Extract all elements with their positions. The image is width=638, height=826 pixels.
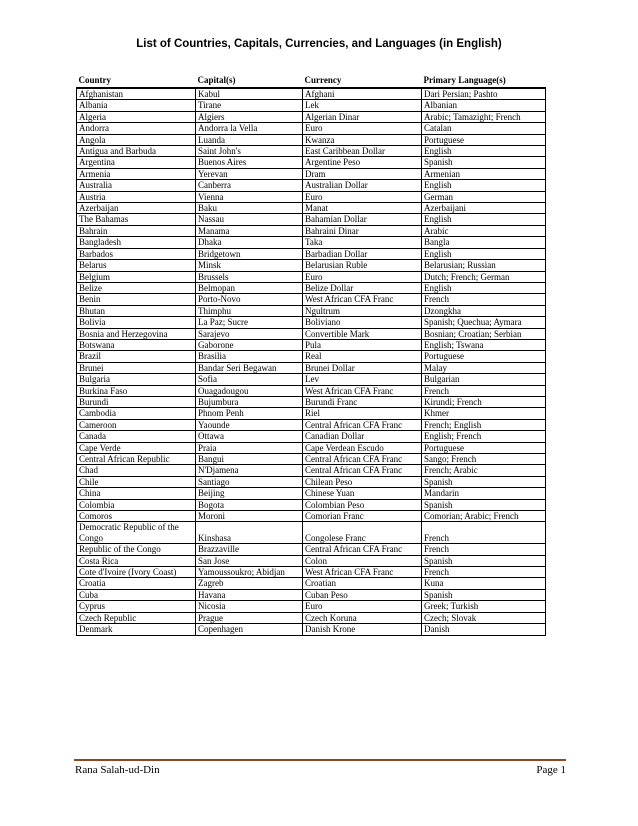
table-body [77, 88, 546, 635]
cell-capital: Yaounde [196, 419, 303, 430]
cell-currency: Central African CFA Franc [303, 465, 422, 476]
cell-capital: Brasilia [196, 351, 303, 362]
cell-currency: Colon [303, 555, 422, 566]
cell-country: Cambodia [77, 408, 196, 419]
cell-language: Mandarin [422, 488, 546, 499]
cell-language: Portuguese [422, 134, 546, 145]
cell-currency: Manat [303, 203, 422, 214]
cell-country: Belize [77, 282, 196, 293]
cell-language: Arabic [422, 225, 546, 236]
cell-language: English [422, 214, 546, 225]
cell-currency: Euro [303, 123, 422, 134]
cell-capital: Thimphu [196, 305, 303, 316]
table-row [77, 499, 546, 510]
cell-capital: Vienna [196, 191, 303, 202]
cell-language: Comorian; Arabic; French [422, 511, 546, 522]
cell-country: Bosnia and Herzegovina [77, 328, 196, 339]
cell-language: Sango; French [422, 454, 546, 465]
cell-currency: Bahamian Dollar [303, 214, 422, 225]
cell-capital: Bandar Seri Begawan [196, 362, 303, 373]
table-row [77, 203, 546, 214]
cell-currency: Euro [303, 601, 422, 612]
cell-capital: Tirane [196, 100, 303, 111]
countries-table [76, 73, 546, 636]
table-row [77, 328, 546, 339]
table-row [77, 134, 546, 145]
cell-capital: Belmopan [196, 282, 303, 293]
cell-currency: Central African CFA Franc [303, 419, 422, 430]
table-row [77, 488, 546, 499]
cell-currency: Euro [303, 191, 422, 202]
cell-currency: Cape Verdean Escudo [303, 442, 422, 453]
cell-language: English [422, 282, 546, 293]
cell-country: Cote d'Ivoire (Ivory Coast) [77, 567, 196, 578]
table-row [77, 362, 546, 373]
cell-country: Bangladesh [77, 237, 196, 248]
cell-capital: Ouagadougou [196, 385, 303, 396]
cell-capital: N'Djamena [196, 465, 303, 476]
cell-currency: Afghani [303, 88, 422, 100]
cell-country: Cape Verde [77, 442, 196, 453]
cell-currency: Central African CFA Franc [303, 454, 422, 465]
header-country: Country [78, 75, 112, 85]
table-row [77, 339, 546, 350]
cell-capital: Kabul [196, 88, 303, 100]
cell-country: Armenia [77, 168, 196, 179]
table-row [77, 100, 546, 111]
cell-language: Catalan [422, 123, 546, 134]
table-row [77, 305, 546, 316]
header-capital: Capital(s) [197, 75, 236, 85]
cell-country: Barbados [77, 248, 196, 259]
table-row [77, 260, 546, 271]
cell-country: Belgium [77, 271, 196, 282]
cell-currency: Argentine Peso [303, 157, 422, 168]
cell-country: Canada [77, 431, 196, 442]
cell-capital: Sofia [196, 374, 303, 385]
table-row [77, 237, 546, 248]
header-currency: Currency [304, 75, 342, 85]
page-title: List of Countries, Capitals, Currencies, and Languages (in English) [136, 38, 502, 50]
table-row [77, 465, 546, 476]
table-row [77, 317, 546, 328]
cell-country: Democratic Republic of the Congo [77, 522, 196, 544]
cell-language: English; Tswana [422, 339, 546, 350]
footer-page-number: Page 1 [536, 764, 566, 776]
cell-language: Spanish; Quechua; Aymara [422, 317, 546, 328]
table-row [77, 248, 546, 259]
cell-country: Burundi [77, 396, 196, 407]
cell-language: Kuna [422, 578, 546, 589]
cell-country: Central African Republic [77, 454, 196, 465]
table-row [77, 442, 546, 453]
cell-capital: Phnom Penh [196, 408, 303, 419]
table-row [77, 88, 546, 100]
cell-capital: Baku [196, 203, 303, 214]
cell-country: Czech Republic [77, 612, 196, 623]
table-row [77, 225, 546, 236]
table-row [77, 191, 546, 202]
cell-currency: Lek [303, 100, 422, 111]
cell-country: Comoros [77, 511, 196, 522]
cell-language: French; English [422, 419, 546, 430]
table-row [77, 180, 546, 191]
cell-capital: Minsk [196, 260, 303, 271]
cell-capital: Buenos Aires [196, 157, 303, 168]
table-row [77, 168, 546, 179]
cell-country: Antigua and Barbuda [77, 146, 196, 157]
cell-currency: Danish Krone [303, 624, 422, 635]
table-row [77, 544, 546, 555]
cell-capital: Gaborone [196, 339, 303, 350]
cell-language: Spanish [422, 555, 546, 566]
cell-capital: Prague [196, 612, 303, 623]
cell-capital: Beijing [196, 488, 303, 499]
table-row [77, 408, 546, 419]
cell-capital: Canberra [196, 180, 303, 191]
table-row [77, 454, 546, 465]
cell-country: Afghanistan [77, 88, 196, 100]
cell-capital: Bujumbura [196, 396, 303, 407]
cell-currency: Euro [303, 271, 422, 282]
cell-language: Spanish [422, 476, 546, 487]
cell-currency: Chinese Yuan [303, 488, 422, 499]
table-row [77, 214, 546, 225]
cell-capital: Kinshasa [196, 522, 303, 544]
cell-currency: Brunei Dollar [303, 362, 422, 373]
cell-language: Dutch; French; German [422, 271, 546, 282]
table-row [77, 351, 546, 362]
cell-currency: Lev [303, 374, 422, 385]
cell-language: Czech; Slovak [422, 612, 546, 623]
cell-country: Brazil [77, 351, 196, 362]
cell-language: Bulgarian [422, 374, 546, 385]
cell-currency: Cuban Peso [303, 589, 422, 600]
cell-language: German [422, 191, 546, 202]
cell-currency: Burundi Franc [303, 396, 422, 407]
cell-currency: Barbadian Dollar [303, 248, 422, 259]
header-language: Primary Language(s) [423, 75, 506, 85]
cell-country: Costa Rica [77, 555, 196, 566]
cell-country: Chile [77, 476, 196, 487]
cell-capital: Saint John's [196, 146, 303, 157]
cell-language: French; Arabic [422, 465, 546, 476]
table-row [77, 511, 546, 522]
cell-country: Denmark [77, 624, 196, 635]
cell-currency: West African CFA Franc [303, 294, 422, 305]
cell-currency: Central African CFA Franc [303, 544, 422, 555]
footer-author: Rana Salah-ud-Din [75, 764, 160, 776]
cell-country: Austria [77, 191, 196, 202]
footer-divider [74, 759, 566, 761]
table-row [77, 146, 546, 157]
table-row [77, 396, 546, 407]
cell-capital: Nassau [196, 214, 303, 225]
cell-capital: Copenhagen [196, 624, 303, 635]
cell-country: Colombia [77, 499, 196, 510]
cell-language: English [422, 180, 546, 191]
cell-capital: Bogota [196, 499, 303, 510]
table-row [77, 431, 546, 442]
cell-language: Khmer [422, 408, 546, 419]
cell-language: English [422, 248, 546, 259]
cell-language: Albanian [422, 100, 546, 111]
cell-currency: West African CFA Franc [303, 385, 422, 396]
countries-table-container [76, 73, 545, 636]
cell-country: Argentina [77, 157, 196, 168]
cell-capital: Havana [196, 589, 303, 600]
cell-currency: Congolese Franc [303, 522, 422, 544]
cell-country: Republic of the Congo [77, 544, 196, 555]
cell-currency: Taka [303, 237, 422, 248]
cell-language: Danish [422, 624, 546, 635]
cell-currency: Australian Dollar [303, 180, 422, 191]
cell-capital: Zagreb [196, 578, 303, 589]
cell-language: Dari Persian; Pashto [422, 88, 546, 100]
cell-capital: San Jose [196, 555, 303, 566]
cell-language: French [422, 544, 546, 555]
cell-language: Dzongkha [422, 305, 546, 316]
cell-capital: Porto-Novo [196, 294, 303, 305]
table-row [77, 271, 546, 282]
cell-capital: Algiers [196, 111, 303, 122]
cell-country: China [77, 488, 196, 499]
cell-capital: Yerevan [196, 168, 303, 179]
cell-language: Spanish [422, 499, 546, 510]
cell-language: French [422, 567, 546, 578]
cell-capital: Moroni [196, 511, 303, 522]
cell-capital: La Paz; Sucre [196, 317, 303, 328]
cell-country: Cameroon [77, 419, 196, 430]
cell-country: Bulgaria [77, 374, 196, 385]
cell-currency: Riel [303, 408, 422, 419]
table-row [77, 522, 546, 544]
cell-currency: Ngultrum [303, 305, 422, 316]
cell-language: Bangla [422, 237, 546, 248]
cell-currency: Real [303, 351, 422, 362]
table-header-row [77, 73, 546, 88]
cell-country: Cyprus [77, 601, 196, 612]
cell-language: English; French [422, 431, 546, 442]
cell-capital: Santiago [196, 476, 303, 487]
table-row [77, 612, 546, 623]
cell-country: Chad [77, 465, 196, 476]
cell-language: Azerbaijani [422, 203, 546, 214]
table-row [77, 294, 546, 305]
table-row [77, 567, 546, 578]
table-row [77, 589, 546, 600]
cell-country: Croatia [77, 578, 196, 589]
cell-capital: Nicosia [196, 601, 303, 612]
cell-country: The Bahamas [77, 214, 196, 225]
cell-country: Brunei [77, 362, 196, 373]
table-row [77, 578, 546, 589]
table-row [77, 111, 546, 122]
cell-currency: Czech Koruna [303, 612, 422, 623]
cell-capital: Bangui [196, 454, 303, 465]
cell-capital: Luanda [196, 134, 303, 145]
table-row [77, 374, 546, 385]
cell-currency: Comorian Franc [303, 511, 422, 522]
table-row [77, 282, 546, 293]
cell-country: Benin [77, 294, 196, 305]
cell-currency: Convertible Mark [303, 328, 422, 339]
cell-currency: Croatian [303, 578, 422, 589]
table-row [77, 385, 546, 396]
cell-language: Kirundi; French [422, 396, 546, 407]
cell-language: Bosnian; Croatian; Serbian [422, 328, 546, 339]
cell-currency: Dram [303, 168, 422, 179]
cell-capital: Bridgetown [196, 248, 303, 259]
cell-country: Botswana [77, 339, 196, 350]
cell-capital: Ottawa [196, 431, 303, 442]
cell-capital: Brussels [196, 271, 303, 282]
cell-currency: Canadian Dollar [303, 431, 422, 442]
cell-currency: West African CFA Franc [303, 567, 422, 578]
cell-currency: Pula [303, 339, 422, 350]
cell-currency: Bahraini Dinar [303, 225, 422, 236]
cell-capital: Manama [196, 225, 303, 236]
cell-language: Greek; Turkish [422, 601, 546, 612]
cell-capital: Yamoussoukro; Abidjan [196, 567, 303, 578]
cell-language: Armenian [422, 168, 546, 179]
cell-capital: Andorra la Vella [196, 123, 303, 134]
cell-country: Algeria [77, 111, 196, 122]
table-row [77, 476, 546, 487]
cell-country: Bolivia [77, 317, 196, 328]
cell-country: Belarus [77, 260, 196, 271]
cell-country: Bhutan [77, 305, 196, 316]
cell-language: Portuguese [422, 442, 546, 453]
cell-language: Belarusian; Russian [422, 260, 546, 271]
table-row [77, 157, 546, 168]
cell-language: Spanish [422, 157, 546, 168]
cell-capital: Dhaka [196, 237, 303, 248]
cell-language: French [422, 522, 546, 544]
table-row [77, 555, 546, 566]
cell-language: Spanish [422, 589, 546, 600]
cell-country: Cuba [77, 589, 196, 600]
cell-country: Burkina Faso [77, 385, 196, 396]
cell-currency: Chilean Peso [303, 476, 422, 487]
cell-currency: Belize Dollar [303, 282, 422, 293]
cell-country: Azerbaijan [77, 203, 196, 214]
table-row [77, 123, 546, 134]
cell-currency: Belarusian Ruble [303, 260, 422, 271]
cell-language: English [422, 146, 546, 157]
cell-currency: Kwanza [303, 134, 422, 145]
cell-capital: Sarajevo [196, 328, 303, 339]
cell-language: French [422, 294, 546, 305]
cell-capital: Brazzaville [196, 544, 303, 555]
cell-country: Australia [77, 180, 196, 191]
cell-country: Bahrain [77, 225, 196, 236]
cell-currency: East Caribbean Dollar [303, 146, 422, 157]
cell-currency: Algerian Dinar [303, 111, 422, 122]
cell-language: Malay [422, 362, 546, 373]
table-row [77, 601, 546, 612]
cell-country: Albania [77, 100, 196, 111]
cell-country: Andorra [77, 123, 196, 134]
cell-capital: Praia [196, 442, 303, 453]
cell-country: Angola [77, 134, 196, 145]
cell-language: Portuguese [422, 351, 546, 362]
table-row [77, 419, 546, 430]
table-row [77, 624, 546, 635]
cell-language: French [422, 385, 546, 396]
cell-currency: Boliviano [303, 317, 422, 328]
cell-language: Arabic; Tamazight; French [422, 111, 546, 122]
cell-currency: Colombian Peso [303, 499, 422, 510]
